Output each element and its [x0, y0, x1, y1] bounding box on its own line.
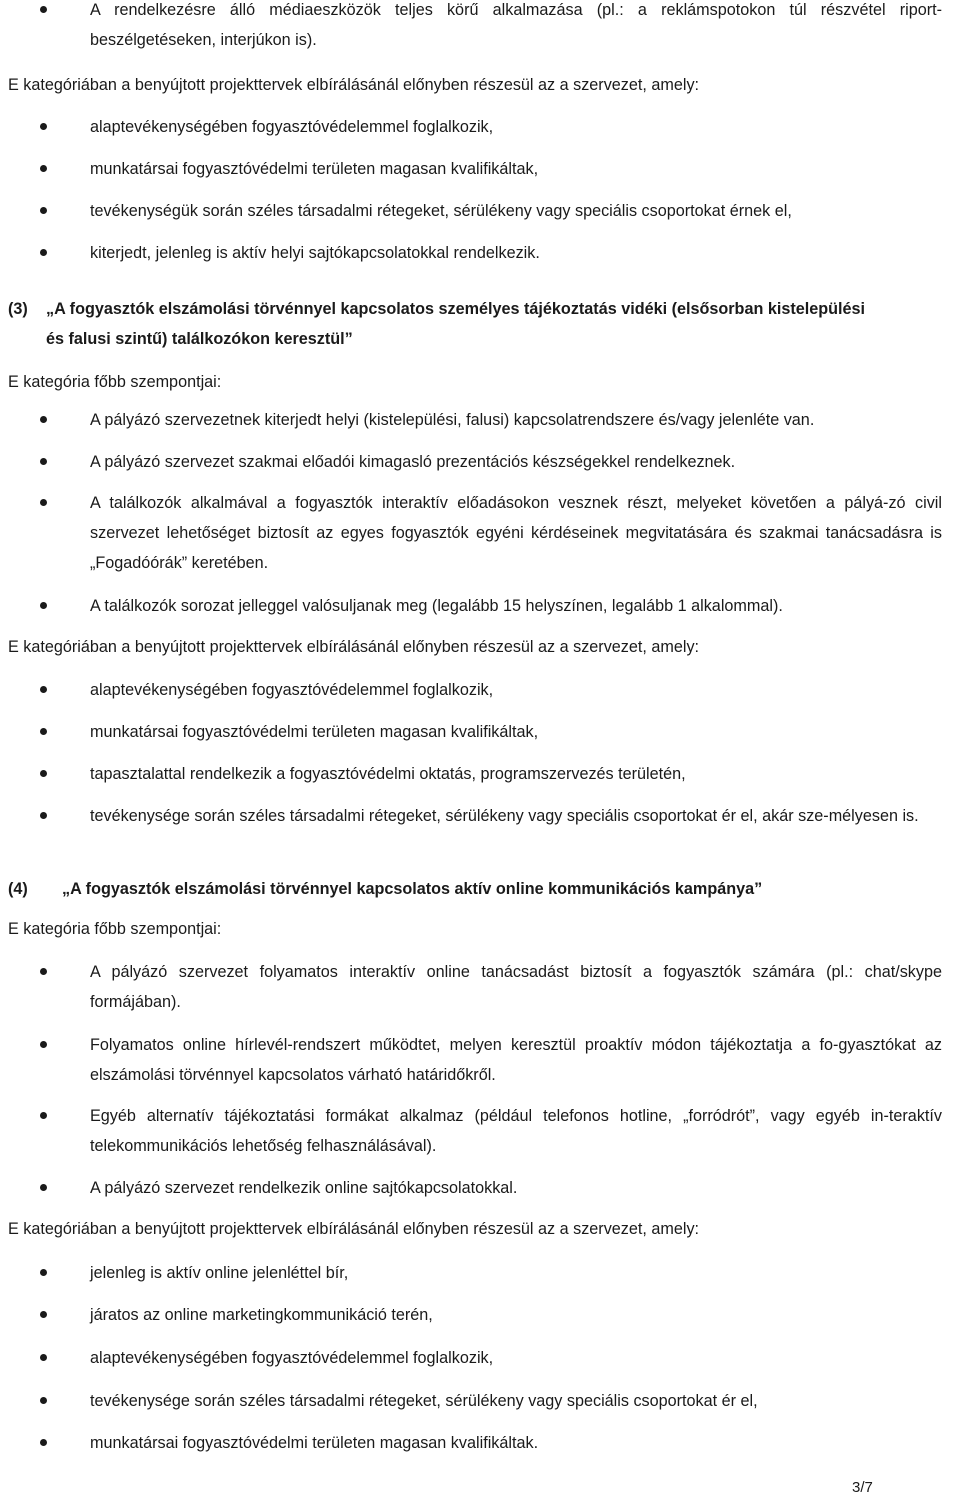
page-number: 3/7	[852, 1479, 873, 1496]
list-item: munkatársai fogyasztóvédelmi területen magasan kvalifikáltak,	[90, 717, 942, 747]
list-item: járatos az online marketingkommunikáció terén,	[90, 1300, 942, 1330]
list-item: A pályázó szervezet szakmai előadói kimagasló prezentációs készségekkel rendelkeznek.	[90, 447, 942, 477]
list-item: A pályázó szervezet rendelkezik online sajtókapcsolatokkal.	[90, 1173, 942, 1203]
list-item: A pályázó szervezetnek kiterjedt helyi (kistelepülési, falusi) kapcsolatrendszere és/vagy jelenléte van.	[90, 405, 942, 435]
list-item: alaptevékenységében fogyasztóvédelemmel foglalkozik,	[90, 112, 942, 142]
section-title-line2: és falusi szintű) találkozókon keresztül”	[46, 330, 353, 348]
list-item: alaptevékenységében fogyasztóvédelemmel foglalkozik,	[90, 1343, 942, 1373]
list-item: Egyéb alternatív tájékoztatási formákat alkalmaz (például telefonos hotline, „forródrót”, vagy egyéb in-teraktív telekommunikációs lehetőség felhasználásával).	[90, 1101, 942, 1161]
section-number: (3)	[8, 300, 28, 318]
list-item: munkatársai fogyasztóvédelmi területen magasan kvalifikáltak,	[90, 154, 942, 184]
list-item: A találkozók sorozat jelleggel valósuljanak meg (legalább 15 helyszínen, legalább 1 alkalommal).	[90, 591, 942, 621]
list-item: A pályázó szervezet folyamatos interaktív online tanácsadást biztosít a fogyasztók számára (pl.: chat/skype formájában).	[90, 957, 942, 1017]
list-item: alaptevékenységében fogyasztóvédelemmel foglalkozik,	[90, 675, 942, 705]
list-item: tevékenységük során széles társadalmi rétegeket, sérülékeny vagy speciális csoportokat érnek el,	[90, 196, 942, 226]
intro-paragraph: E kategóriában a benyújtott projekttervek elbírálásánál előnyben részesül az a szervezet, amely:	[8, 638, 700, 656]
section-title-line1: „A fogyasztók elszámolási törvénnyel kapcsolatos személyes tájékoztatás vidéki (elsősorban kistelepülési	[46, 300, 866, 318]
list-item: Folyamatos online hírlevél-rendszert működtet, melyen keresztül proaktív módon tájékoztatja a fo-gyasztókat az elszámolási törvénnyel kapcsolatos várható határidőkről.	[90, 1030, 942, 1090]
list-item: jelenleg is aktív online jelenléttel bír,	[90, 1258, 942, 1288]
section-title: „A fogyasztók elszámolási törvénnyel kapcsolatos aktív online kommunikációs kampánya”	[62, 880, 763, 898]
section-number: (4)	[8, 880, 28, 898]
section-heading	[8, 874, 942, 904]
criteria-label: E kategória főbb szempontjai:	[8, 920, 222, 938]
list-item: A találkozók alkalmával a fogyasztók interaktív előadásokon vesznek részt, melyeket követően a pályá-zó civil szervezet lehetőséget biztosít az egyes fogyasztók egyéni kérdéseinek megvitatására és szakmai tanácsadásra is „Fogadóórák” keretében.	[90, 488, 942, 578]
intro-paragraph: E kategóriában a benyújtott projekttervek elbírálásánál előnyben részesül az a szervezet, amely:	[8, 1220, 700, 1238]
list-item: A rendelkezésre álló médiaeszközök teljes körű alkalmazása (pl.: a reklámspotokon túl részvétel riport- beszélgetéseken, interjúkon is).	[90, 0, 942, 55]
intro-paragraph: E kategóriában a benyújtott projekttervek elbírálásánál előnyben részesül az a szervezet, amely:	[8, 76, 700, 94]
list-item: tevékenysége során széles társadalmi rétegeket, sérülékeny vagy speciális csoportokat ér el,	[90, 1386, 942, 1416]
section-heading	[8, 294, 942, 354]
list-item: munkatársai fogyasztóvédelmi területen magasan kvalifikáltak.	[90, 1428, 942, 1458]
list-item: tapasztalattal rendelkezik a fogyasztóvédelmi oktatás, programszervezés területén,	[90, 759, 942, 789]
list-item: kiterjedt, jelenleg is aktív helyi sajtókapcsolatokkal rendelkezik.	[90, 238, 942, 268]
list-item: tevékenysége során széles társadalmi rétegeket, sérülékeny vagy speciális csoportokat ér el, akár sze-mélyesen is.	[90, 801, 942, 831]
criteria-label: E kategória főbb szempontjai:	[8, 373, 222, 391]
